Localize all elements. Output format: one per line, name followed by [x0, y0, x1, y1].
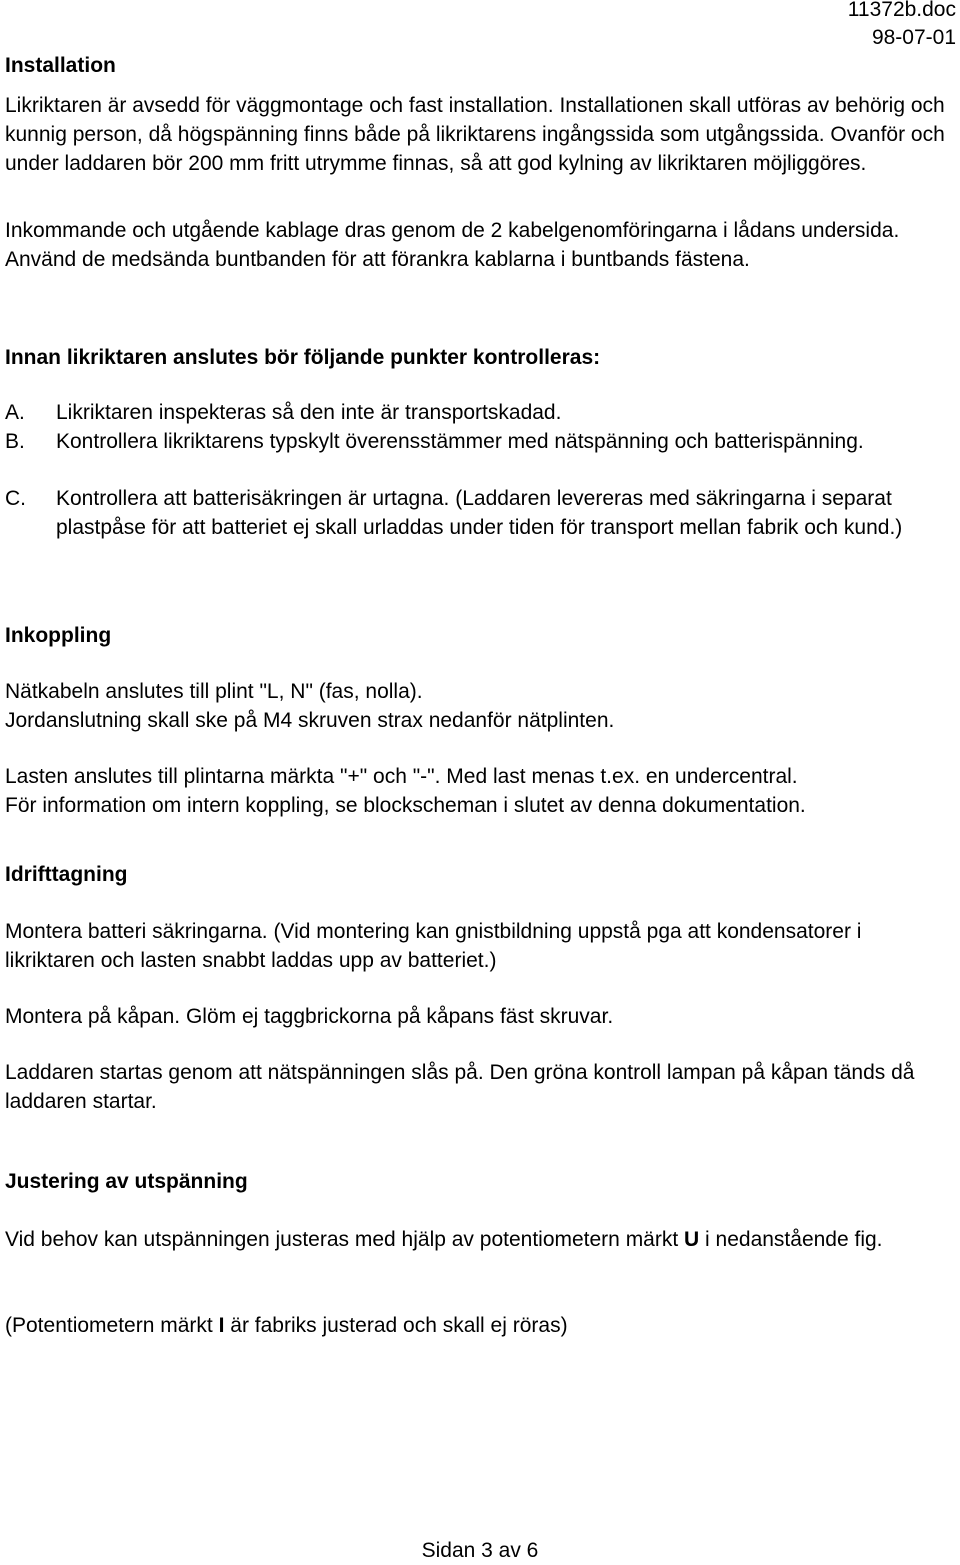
checklist-letter: C. — [5, 487, 26, 510]
checklist-item-c — [5, 484, 955, 542]
checklist-item-b — [5, 427, 955, 456]
section-heading-installation: Installation — [5, 54, 116, 77]
justering-paragraph-2 — [5, 1311, 955, 1340]
inkoppling-line-3: Lasten anslutes till plintarna märkta "+" och "-". Med last menas t.ex. en undercentral. — [5, 765, 798, 788]
idrifttagning-paragraph-2: Montera på kåpan. Glöm ej taggbrickorna på kåpans fäst skruvar. — [5, 1005, 614, 1028]
checklist-item-a — [5, 398, 955, 427]
checklist-heading: Innan likriktaren anslutes bör följande punkter kontrolleras: — [5, 346, 601, 369]
section-heading-justering: Justering av utspänning — [5, 1170, 248, 1193]
document-date: 98-07-01 — [871, 26, 956, 49]
checklist-text: Kontrollera likriktarens typskylt överensstämmer med nätspänning och batterispänning. — [56, 430, 864, 453]
document-header — [848, 0, 956, 52]
justering-paragraph-1 — [5, 1225, 955, 1254]
idrifttagning-paragraph-3: Laddaren startas genom att nätspänningen slås på. Den gröna kontroll lampan på kåpan tänds då laddaren startar. — [5, 1061, 915, 1113]
installation-paragraph-1: Likriktaren är avsedd för väggmontage och fast installation. Installationen skall utföras av behörig och kunnig person, då högspänning finns både på likriktarens ingångssida som utgångssida. Ovanför och under laddaren bör 200 mm fritt utrymme finnas, så att god kylning av likriktaren möjliggöres. — [5, 94, 945, 175]
section-heading-idrifttagning: Idrifttagning — [5, 863, 128, 886]
idrifttagning-paragraph-1: Montera batteri säkringarna. (Vid montering kan gnistbildning uppstå pga att kondensatorer i likriktaren och lasten snabbt laddas upp av batteriet.) — [5, 920, 862, 972]
checklist-text: Likriktaren inspekteras så den inte är transportskadad. — [56, 401, 562, 424]
justering-text: är fabriks justerad och skall ej röras) — [224, 1314, 568, 1337]
installation-paragraph-2: Inkommande och utgående kablage dras genom de 2 kabelgenomföringarna i lådans undersida. Använd de medsända buntbanden för att förankra kablarna i buntbands fästena. — [5, 219, 900, 271]
inkoppling-line-1: Nätkabeln anslutes till plint "L, N" (fas, nolla). — [5, 680, 423, 703]
page-number: Sidan 3 av 6 — [421, 1539, 539, 1562]
inkoppling-line-2: Jordanslutning skall ske på M4 skruven strax nedanför nätplinten. — [5, 709, 615, 732]
checklist-letter: A. — [5, 401, 25, 424]
document-id: 11372b.doc — [847, 0, 956, 21]
potentiometer-label-u: U — [684, 1228, 700, 1251]
justering-text: Vid behov kan utspänningen justeras med hjälp av potentiometern märkt — [5, 1228, 685, 1251]
inkoppling-line-4: För information om intern koppling, se blockscheman i slutet av denna dokumentation. — [5, 794, 806, 817]
checklist-letter: B. — [5, 430, 25, 453]
justering-text: i nedanstående fig. — [699, 1228, 883, 1251]
checklist-text: Kontrollera att batterisäkringen är urtagna. (Laddaren levereras med säkringarna i separat plastpåse för att batteriet ej skall urladdas under tiden för transport mellan fabrik och kund.) — [56, 487, 903, 539]
section-heading-inkoppling: Inkoppling — [5, 624, 112, 647]
justering-text: (Potentiometern märkt — [5, 1314, 219, 1337]
potentiometer-label-i: I — [218, 1314, 225, 1337]
